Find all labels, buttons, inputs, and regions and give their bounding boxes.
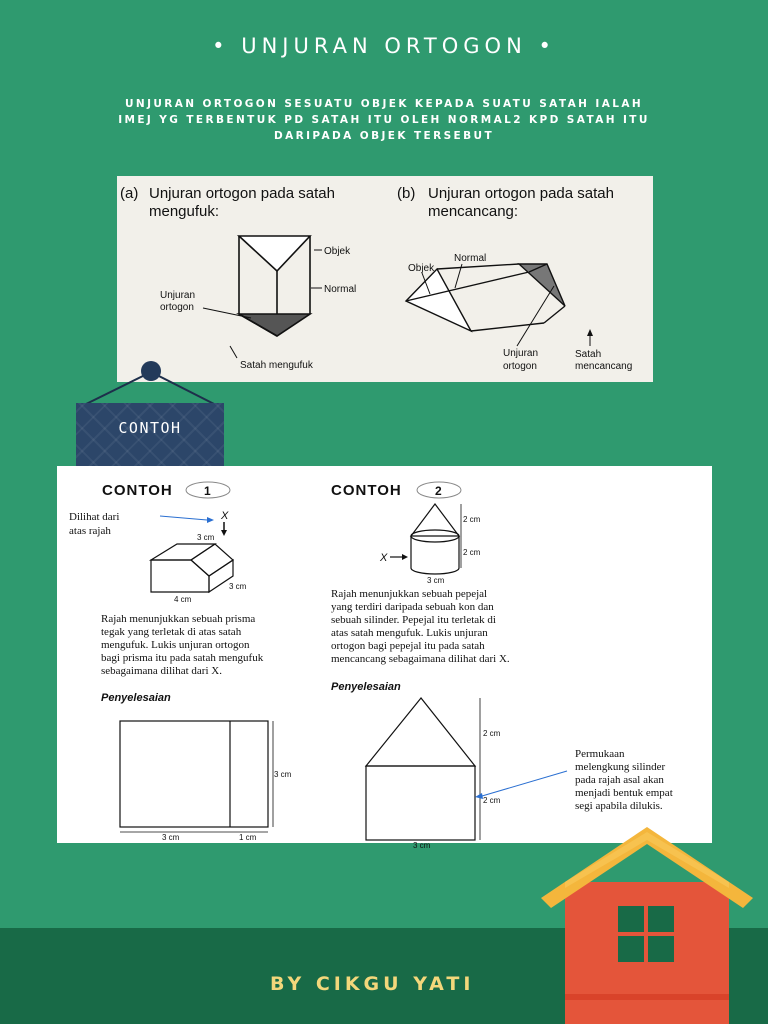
- example2-note-line2: melengkung silinder: [575, 761, 666, 773]
- page-title: • UNJURAN ORTOGON •: [212, 34, 556, 58]
- example2-sol-2cm-a: 2 cm: [483, 729, 501, 738]
- example1-dim-3cm-top: 3 cm: [197, 533, 215, 542]
- example1-para-line3: mengufuk. Lukis unjuran ortogon: [101, 639, 250, 651]
- example1-x-label: X: [221, 510, 229, 522]
- figure-b-caption-line1: Unjuran ortogon pada satah: [428, 185, 614, 202]
- example2-sol-3cm: 3 cm: [413, 841, 431, 850]
- example2-number: 2: [435, 484, 442, 498]
- example2-solution-drawing: [366, 698, 480, 840]
- example2-dim-2cm-b: 2 cm: [463, 548, 481, 557]
- example2-para-line1: Rajah menunjukkan sebuah pepejal: [331, 588, 488, 600]
- figure-a-unjuran-line2: ortogon: [160, 302, 194, 313]
- orthogonal-projection-figure: [117, 176, 653, 382]
- figure-a-normal: Normal: [324, 284, 357, 295]
- figure-a-objek: Objek: [324, 246, 351, 257]
- example2-dim-2cm-a: 2 cm: [463, 515, 481, 524]
- author-byline: BY CIKGU YATI: [270, 973, 475, 995]
- figure-b-satah-line1: Satah: [575, 349, 602, 360]
- figure-a-unjuran-line1: Unjuran: [160, 290, 196, 301]
- example2-para-line3: sebuah silinder. Pepejal itu terletak di: [331, 614, 496, 626]
- example1-view-note-line1: Dilihat dari: [69, 511, 120, 523]
- example1-solution-label: Penyelesaian: [101, 692, 171, 704]
- figure-b-satah-line2: mencancang: [575, 361, 633, 372]
- figure-b-normal: Normal: [454, 253, 487, 264]
- example1-prism: [151, 544, 233, 592]
- example1-dim-4cm: 4 cm: [174, 595, 192, 604]
- triangular-prism-horizontal: [239, 236, 310, 336]
- sign-hook: [141, 361, 161, 381]
- example2-solution-label: Penyelesaian: [331, 681, 401, 693]
- example2-sol-2cm-b: 2 cm: [483, 796, 501, 805]
- example1-dim-3cm-side: 3 cm: [229, 582, 247, 591]
- example2-heading: CONTOH: [331, 482, 402, 499]
- house-icon: [538, 822, 756, 1024]
- example2-x-label: X: [380, 552, 388, 564]
- example1-solution-drawing: [120, 721, 273, 832]
- example1-para-line5: sebagaimana dilihat dari X.: [101, 665, 222, 677]
- example2-cone-cylinder: [411, 504, 461, 574]
- figure-a-caption-line2: mengufuk:: [149, 203, 220, 220]
- example1-sol-3cm-bottom: 3 cm: [162, 833, 180, 842]
- figure-b-objek: Objek: [408, 263, 435, 274]
- example2-note-line1: Permukaan: [575, 748, 625, 760]
- example2-note-line4: menjadi bentuk empat: [575, 787, 673, 799]
- example2-para-line5: ortogon bagi pepejal itu pada satah: [331, 640, 485, 652]
- example2-para-line2: yang terdiri daripada sebuah kon dan: [331, 601, 494, 613]
- example1-para-line2: tegak yang terletak di atas satah: [101, 626, 242, 638]
- example2-dim-3cm: 3 cm: [427, 576, 445, 585]
- example2-note-line5: segi apabila dilukis.: [575, 800, 663, 812]
- figure-a-caption-line1: Unjuran ortogon pada satah: [149, 185, 335, 202]
- contoh-sign-label: CONTOH: [118, 419, 182, 437]
- figure-b-unjuran-line2: ortogon: [503, 361, 537, 372]
- example1-para-line1: Rajah menunjukkan sebuah prisma: [101, 613, 256, 625]
- example2-para-line4: atas satah mengufuk. Lukis unjuran: [331, 627, 488, 639]
- contoh-sign: [76, 403, 224, 469]
- figure-a-satah: Satah mengufuk: [240, 360, 313, 371]
- figure-b-unjuran-line1: Unjuran: [503, 348, 539, 359]
- examples-panel: [57, 466, 712, 850]
- example2-para-line6: mencancang sebagaimana dilihat dari X.: [331, 653, 510, 665]
- example2-note-line3: pada rajah asal akan: [575, 774, 664, 786]
- example1-para-line4: bagi prisma itu pada satah mengufuk: [101, 652, 264, 664]
- example1-heading: CONTOH: [102, 482, 173, 499]
- figure-b-label: (b): [397, 185, 416, 202]
- example1-sol-3cm-right: 3 cm: [274, 770, 292, 779]
- example1-sol-1cm: 1 cm: [239, 833, 257, 842]
- figure-a-label: (a): [120, 185, 139, 202]
- example1-number: 1: [204, 484, 211, 498]
- triangular-prism-vertical: [406, 264, 565, 331]
- example1-view-note-line2: atas rajah: [69, 525, 111, 537]
- figure-b-caption-line2: mencancang:: [428, 203, 519, 220]
- definition-text: UNJURAN ORTOGON SESUATU OBJEK KEPADA SUATU SATAH IALAH IMEJ YG TERBENTUK PD SATAH ITU OLEH NORMAL2 KPD SATAH ITU DARIPADA OBJEK TERSEBUT: [118, 98, 650, 142]
